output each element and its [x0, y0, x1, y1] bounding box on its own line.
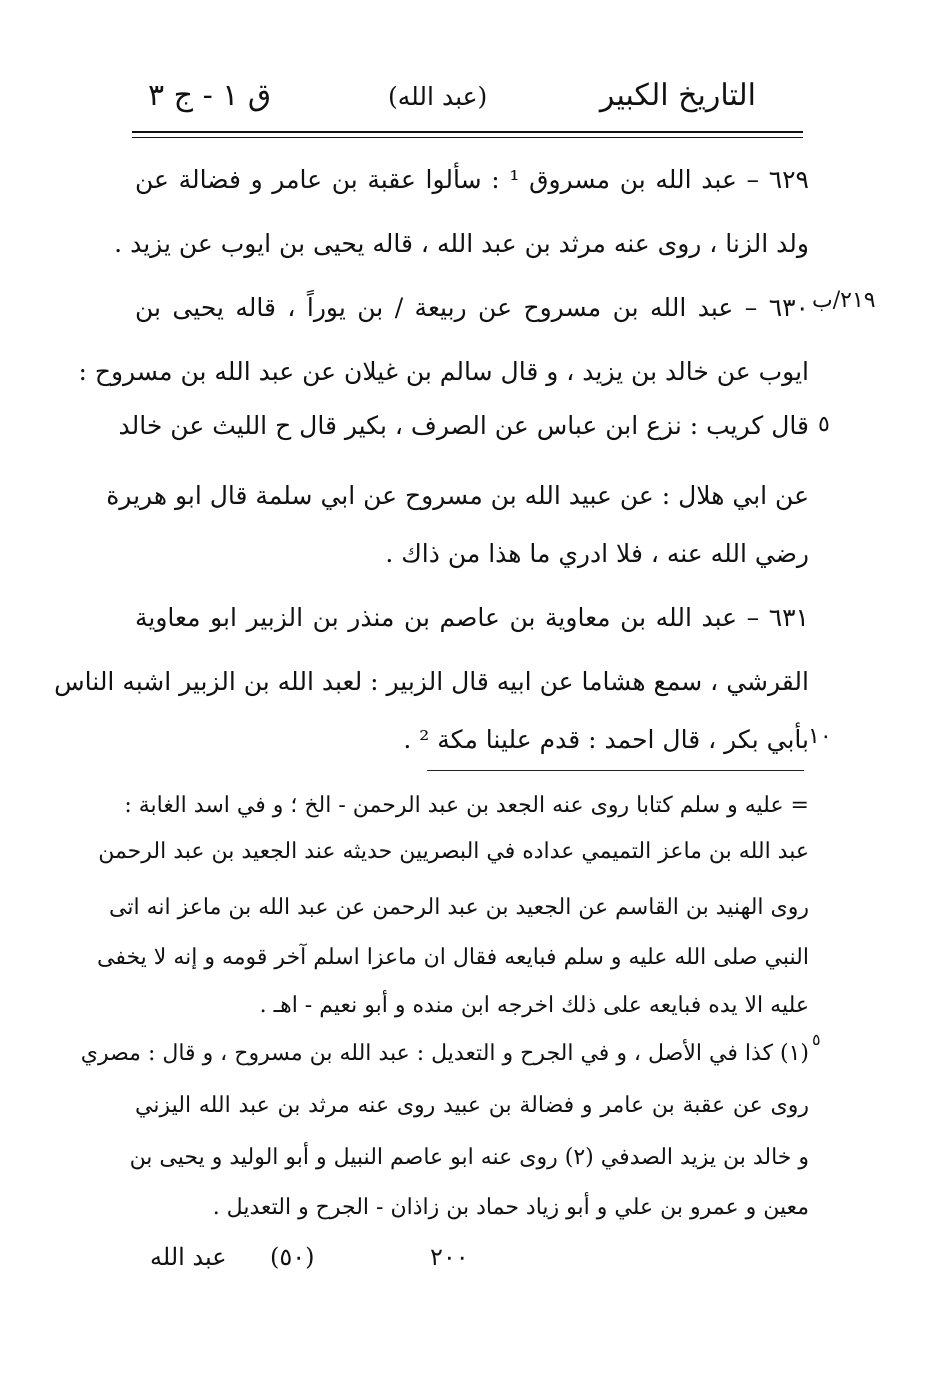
body-text-line: ٦٣١ – عبد الله بن معاوية بن عاصم بن منذر بن الزبير ابو معاوية	[135, 603, 809, 632]
margin-line-number-5: ٥	[818, 412, 830, 437]
body-text-line: بأبي بكر ، قال احمد : قدم علينا مكة ² .	[403, 725, 809, 754]
body-text-line: رضي الله عنه ، فلا ادري ما هذا من ذاك .	[385, 539, 809, 568]
footnote-line: معين و عمرو بن علي و أبو زياد حماد بن زاذان - الجرح و التعديل .	[212, 1195, 809, 1220]
header-section-name: (عبد الله)	[388, 82, 488, 111]
body-text-line: قال كريب : نزع ابن عباس عن الصرف ، بكير قال ح الليث عن خالد	[118, 411, 809, 440]
footnote-line: (١) كذا في الأصل ، و في الجرح و التعديل : عبد الله بن مسروح ، و قال : مصري	[80, 1041, 809, 1066]
footnote-line: عبد الله بن ماعز التميمي عداده في البصريين حديثه عند الجعيد بن عبد الرحمن	[98, 839, 809, 864]
footnote-line: = عليه و سلم كتابا روى عنه الجعد بن عبد الرحمن - الخ ؛ و في اسد الغابة :	[124, 793, 809, 818]
body-text-line: القرشي ، سمع هشاما عن ابيه قال الزبير : لعبد الله بن الزبير اشبه الناس	[54, 667, 809, 696]
footnote-separator	[427, 770, 804, 771]
margin-folio-marker: ٢١٩/ب	[812, 288, 876, 313]
body-text-line: ولد الزنا ، روى عنه مرثد بن عبد الله ، قاله يحيى بن ايوب عن يزيد .	[114, 229, 809, 258]
body-text-line: ٦٣٠ – عبد الله بن مسروح عن ربيعة / بن يوراً ، قاله يحيى بن	[135, 293, 809, 322]
header-volume: ق ١ - ج ٣	[148, 78, 272, 113]
body-text-line: عن ابي هلال : عن عبيد الله بن مسروح عن ابي سلمة قال ابو هريرة	[106, 481, 809, 510]
margin-line-number-10: ١٠	[808, 724, 832, 749]
page-number: ٢٠٠	[430, 1243, 469, 1271]
footnote-line: و خالد بن يزيد الصدفي (٢) روى عنه ابو عاصم النبيل و أبو الوليد و يحيى بن	[129, 1145, 809, 1170]
margin-footnote-line-5: ٥	[812, 1030, 821, 1049]
footnote-line: روى الهنيد بن القاسم عن الجعيد بن عبد الرحمن عن عبد الله بن ماعز انه اتى	[109, 895, 809, 920]
body-text-line: ايوب عن خالد بن يزيد ، و قال سالم بن غيلان عن عبد الله بن مسروح :	[78, 357, 809, 386]
catchword: عبد الله	[150, 1243, 227, 1271]
footnote-line: روى عن عقبة بن عامر و فضالة بن عبيد روى عنه مرثد بن عبد الله اليزني	[135, 1093, 809, 1118]
body-text-line: ٦٢٩ – عبد الله بن مسروق ¹ : سألوا عقبة بن عامر و فضالة عن	[135, 165, 809, 194]
header-book-title: التاريخ الكبير	[599, 78, 756, 113]
header-rule-thick	[132, 131, 803, 133]
header-rule-thin	[132, 137, 803, 138]
footnote-line: النبي صلى الله عليه و سلم فبايعه فقال ان ماعزا اسلم آخر قومه و إنه لا يخفى	[97, 945, 809, 970]
footnote-line: عليه الا يده فبايعه على ذلك اخرجه ابن منده و أبو نعيم - اهـ .	[259, 993, 809, 1018]
gathering-number: (٥٠)	[270, 1243, 315, 1271]
